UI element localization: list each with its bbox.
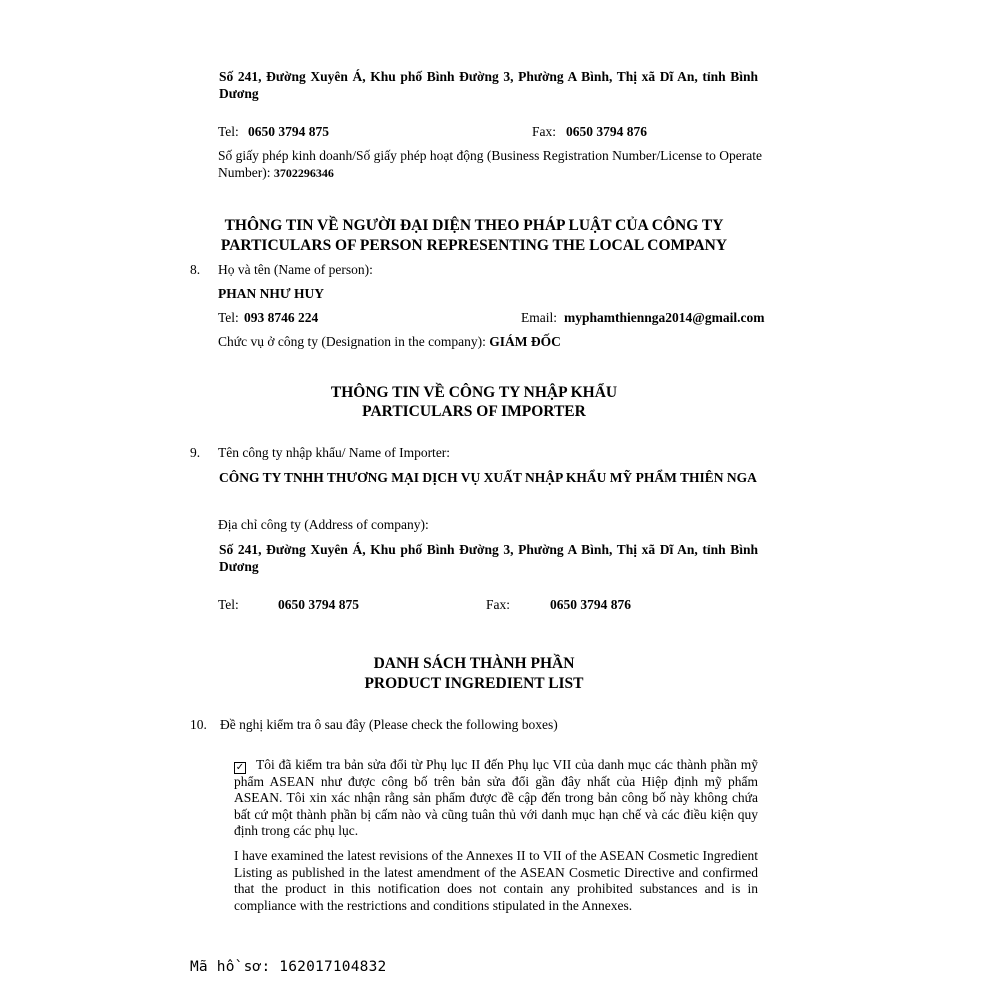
person-email: myphamthiennga2014@gmail.com (564, 310, 765, 325)
license-label: Số giấy phép kinh doanh/Số giấy phép hoạt động (Business Registration Number/License to Operate Number): (218, 148, 763, 180)
importer-address: Số 241, Đường Xuyên Á, Khu phố Bình Đường 3, Phường A Bình, Thị xã Dĩ An, tỉnh Bình Dương (219, 542, 758, 574)
declaration-en: I have examined the latest revisions of the Annexes II to VII of the ASEAN Cosmetic Ingredient Listing as published in the latest amendment of the ASEAN Cosmetic Directive and confirmed that the product in this notification does not contain any prohibited substances and is in compliance with the restrictions and conditions stipulated in the Annexes. (234, 848, 758, 913)
company-address: Số 241, Đường Xuyên Á, Khu phố Bình Đường 3, Phường A Bình, Thị xã Dĩ An, tỉnh Bình Dương (219, 69, 758, 101)
company-fax-label: Fax: (532, 124, 557, 139)
item-number-8: 8. (190, 262, 201, 277)
designation-value: GIÁM ĐỐC (489, 334, 561, 349)
person-tel: 093 8746 224 (244, 310, 319, 325)
dossier-code: Mã hồ sơ: 162017104832 (190, 959, 387, 975)
ingredients-title-en: PRODUCT INGREDIENT LIST (364, 675, 584, 692)
company-tel-label: Tel: (218, 124, 239, 139)
importer-title-vi: THÔNG TIN VỀ CÔNG TY NHẬP KHẨU (330, 384, 618, 401)
importer-address-label: Địa chỉ công ty (Address of company): (218, 517, 429, 532)
importer-tel-label: Tel: (218, 597, 239, 612)
item-number-9: 9. (190, 445, 201, 460)
item-number-10: 10. (190, 717, 207, 732)
representative-title-vi: THÔNG TIN VỀ NGƯỜI ĐẠI DIỆN THEO PHÁP LUẬT CỦA CÔNG TY (224, 217, 724, 234)
license-number: 3702296346 (273, 165, 334, 180)
importer-fax-label: Fax: (486, 597, 511, 612)
declaration-vi-paragraph (234, 757, 758, 840)
importer-name-label: Tên công ty nhập khẩu/ Name of Importer: (218, 445, 451, 460)
company-tel: 0650 3794 875 (248, 124, 329, 139)
declaration-vi: Tôi đã kiểm tra bản sửa đổi từ Phụ lục II đến Phụ lục VII của danh mục các thành phần mỹ phẩm ASEAN như được công bố trên bản sửa đổi gần đây nhất của Hiệp định mỹ phẩm ASEAN. Tôi xin xác nhận rằng sản phẩm được đề cập đến trong bản công bố này không chứa bất cứ một thành phần bị cấm nào và cũng tuân thủ với danh mục hạn chế và các điều kiện quy định trong các phụ lục. (234, 757, 758, 838)
checkbox[interactable] (234, 762, 246, 774)
importer-fax: 0650 3794 876 (550, 597, 631, 612)
check-mark-icon: ✓ (235, 762, 245, 773)
person-name: PHAN NHƯ HUY (218, 286, 324, 301)
representative-title-en: PARTICULARS OF PERSON REPRESENTING THE LOCAL COMPANY (220, 237, 728, 254)
importer-title-en: PARTICULARS OF IMPORTER (362, 403, 586, 420)
importer-tel: 0650 3794 875 (278, 597, 359, 612)
person-tel-label: Tel: (218, 310, 239, 325)
designation-row (218, 334, 561, 351)
business-license (218, 148, 763, 181)
check-instruction: Đề nghị kiểm tra ô sau đây (Please check the following boxes) (220, 717, 558, 732)
person-email-label: Email: (521, 310, 557, 325)
person-name-label: Họ và tên (Name of person): (218, 262, 373, 277)
ingredients-title-vi: DANH SÁCH THÀNH PHẦN (373, 655, 575, 672)
company-fax: 0650 3794 876 (566, 124, 647, 139)
importer-name: CÔNG TY TNHH THƯƠNG MẠI DỊCH VỤ XUẤT NHẬP KHẨU MỸ PHẨM THIÊN NGA (219, 470, 757, 485)
designation-label: Chức vụ ở công ty (Designation in the company): (218, 334, 486, 349)
